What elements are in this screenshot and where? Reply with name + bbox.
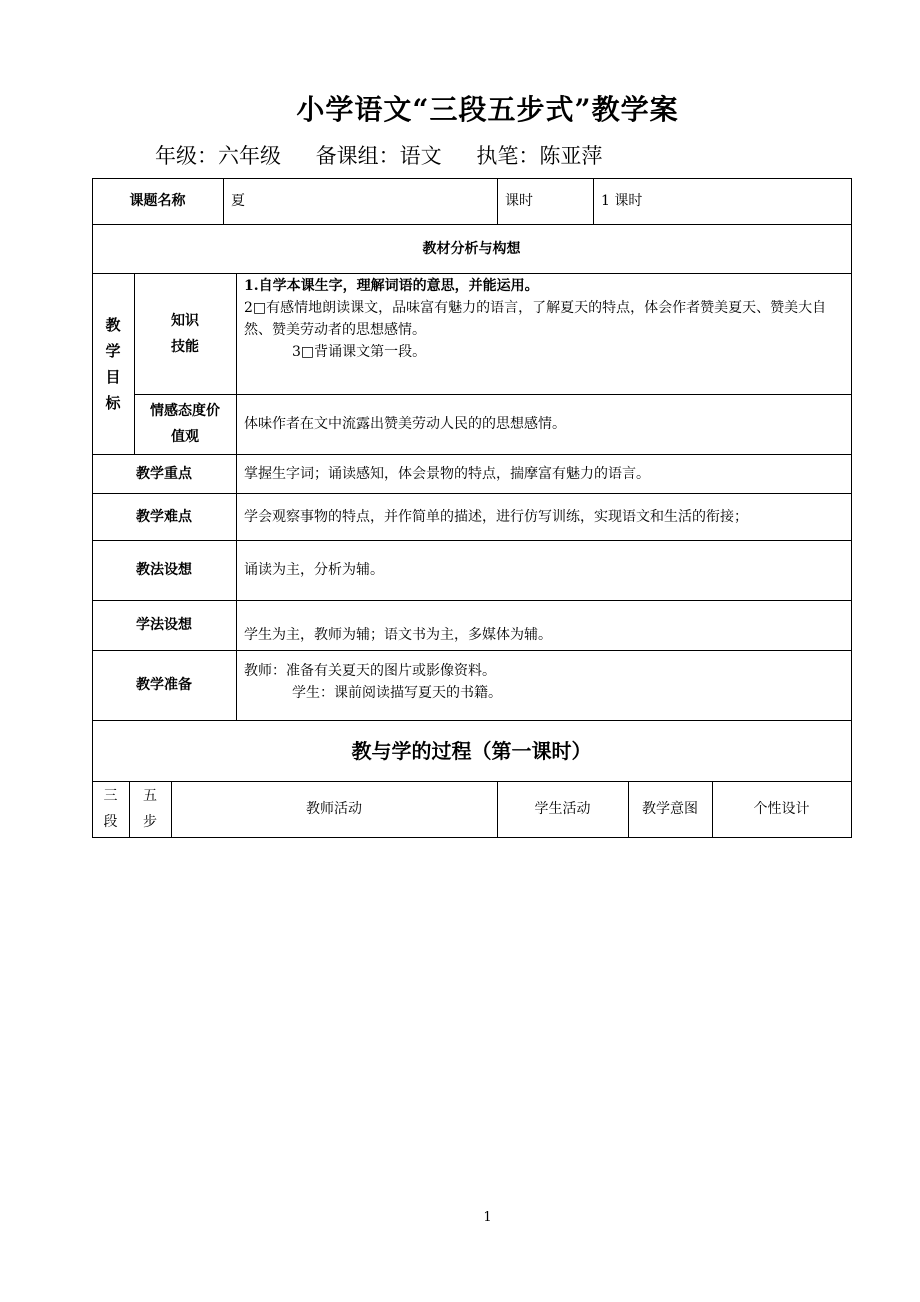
knowledge-content bbox=[236, 275, 851, 394]
knowledge-label-line: 技能 bbox=[171, 338, 199, 355]
document-subtitle bbox=[155, 140, 630, 170]
study-value: 学生为主，教师为辅；语文书为主，多媒体为辅。 bbox=[244, 627, 552, 643]
process-heading: 教与学的过程（第一课时） bbox=[351, 738, 592, 763]
hours-label: 课时 bbox=[505, 193, 533, 209]
emotion-value: 体味作者在文中流露出赞美劳动人民的的思想感情。 bbox=[244, 416, 566, 432]
prep-teacher: 教师：准备有关夏天的图片或影像资料。 bbox=[244, 663, 496, 679]
topic-value: 夏 bbox=[231, 193, 245, 209]
topic-label: 课题名称 bbox=[129, 193, 186, 209]
knowledge-item: 3□背诵课文第一段。 bbox=[292, 344, 427, 360]
goals-label bbox=[92, 273, 134, 454]
emotion-label-line: 情感态度价 bbox=[150, 403, 220, 419]
grade-text: 年级：六年级 bbox=[155, 144, 281, 168]
knowledge-label-line: 知识 bbox=[171, 312, 199, 329]
col-three-stages bbox=[92, 781, 129, 837]
key-points-value: 掌握生字词；诵读感知，体会景物的特点，揣摩富有魅力的语言。 bbox=[244, 465, 650, 482]
col-teacher-activity: 教师活动 bbox=[306, 801, 362, 817]
col-three-char: 段 bbox=[103, 814, 118, 830]
author-text: 执笔：陈亚萍 bbox=[476, 144, 603, 168]
col-student-activity: 学生活动 bbox=[534, 801, 591, 817]
document-title: 小学语文“三段五步式”教学案 bbox=[296, 93, 679, 126]
knowledge-label bbox=[134, 273, 236, 394]
hours-value: 1 课时 bbox=[601, 193, 643, 209]
key-points-label: 教学重点 bbox=[136, 465, 192, 482]
goals-char: 学 bbox=[105, 341, 121, 360]
method-label: 教法设想 bbox=[136, 562, 192, 578]
analysis-heading: 教材分析与构想 bbox=[422, 240, 521, 257]
study-label: 学法设想 bbox=[136, 617, 192, 633]
goals-char: 目 bbox=[105, 367, 121, 386]
prep-label: 教学准备 bbox=[136, 677, 192, 693]
emotion-label bbox=[134, 394, 236, 454]
col-teaching-intent: 教学意图 bbox=[642, 801, 698, 817]
emotion-label-line: 值观 bbox=[171, 429, 199, 445]
group-text: 备课组：语文 bbox=[315, 144, 442, 168]
prep-content bbox=[236, 660, 851, 716]
goals-char: 标 bbox=[105, 393, 121, 412]
prep-student: 学生：课前阅读描写夏天的书籍。 bbox=[292, 685, 502, 701]
knowledge-item: 2□有感情地朗读课文，品味富有魅力的语言，了解夏天的特点，体会作者赞美夏天、赞美大自然、赞美劳动者的思想感情。 bbox=[244, 300, 827, 338]
method-value: 诵读为主，分析为辅。 bbox=[244, 562, 384, 578]
col-personal-design: 个性设计 bbox=[753, 801, 810, 817]
knowledge-item: 1.自学本课生字，理解词语的意思，并能运用。 bbox=[244, 278, 539, 294]
difficulty-value: 学会观察事物的特点，并作简单的描述，进行仿写训练，实现语文和生活的衔接； bbox=[244, 508, 748, 525]
page-number: 1 bbox=[483, 1210, 492, 1225]
col-five-char: 五 bbox=[143, 788, 157, 804]
goals-char: 教 bbox=[105, 315, 121, 334]
col-five-char: 步 bbox=[143, 814, 157, 830]
difficulty-label: 教学难点 bbox=[136, 508, 192, 525]
col-three-char: 三 bbox=[103, 788, 118, 804]
col-five-steps bbox=[129, 781, 171, 837]
